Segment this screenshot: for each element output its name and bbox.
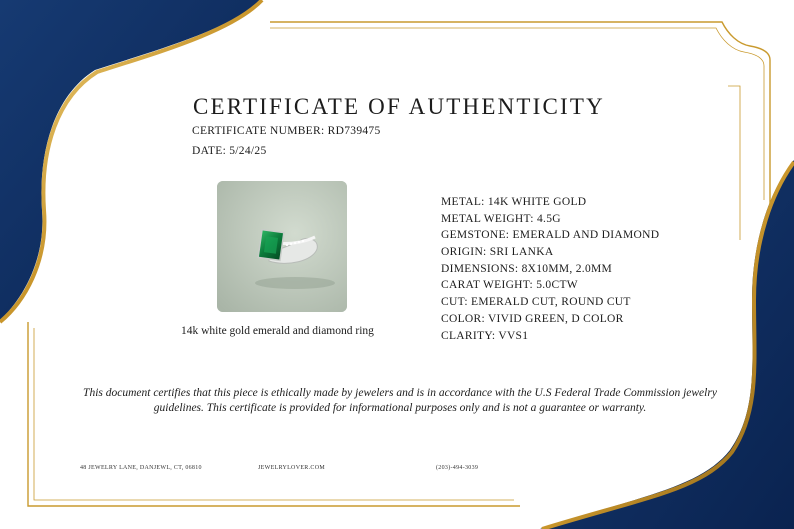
spec-clarity: CLARITY: VVS1 [441, 329, 529, 342]
spec-color: COLOR: VIVID GREEN, D COLOR [441, 312, 624, 325]
spec-gemstone: GEMSTONE: EMERALD AND DIAMOND [441, 229, 660, 242]
footer-address: 48 JEWELRY LANE, DANJEWL, CT, 06810 [80, 465, 202, 471]
certificate-title: CERTIFICATE OF AUTHENTICITY [193, 94, 605, 119]
ring-photo [217, 181, 347, 312]
spec-metal: METAL: 14K WHITE GOLD [441, 196, 587, 208]
spec-dimensions: DIMENSIONS: 8X10MM, 2.0MM [441, 262, 613, 275]
spec-carat-weight: CARAT WEIGHT: 5.0CTW [441, 279, 578, 292]
spec-cut: CUT: EMERALD CUT, ROUND CUT [441, 296, 631, 309]
spec-metal-weight: METAL WEIGHT: 4.5G [441, 212, 561, 225]
certificate-date: DATE: 5/24/25 [192, 145, 267, 157]
spec-origin: ORIGIN: SRI LANKA [441, 246, 554, 259]
certification-statement: This document certifies that this piece is ethically made by jewelers and is in accordance with the U.S Federal Trade Commission jewelry guidelines. This certificate is provided for informational purposes only and is not a guarantee or warranty. [83, 387, 717, 414]
footer-phone: (203)-494-3039 [436, 465, 479, 471]
specs-list [441, 194, 659, 342]
ring-caption: 14k white gold emerald and diamond ring [181, 325, 374, 337]
certificate-number: CERTIFICATE NUMBER: RD739475 [192, 125, 381, 137]
footer-website[interactable]: JEWELRYLOVER.COM [258, 465, 325, 471]
